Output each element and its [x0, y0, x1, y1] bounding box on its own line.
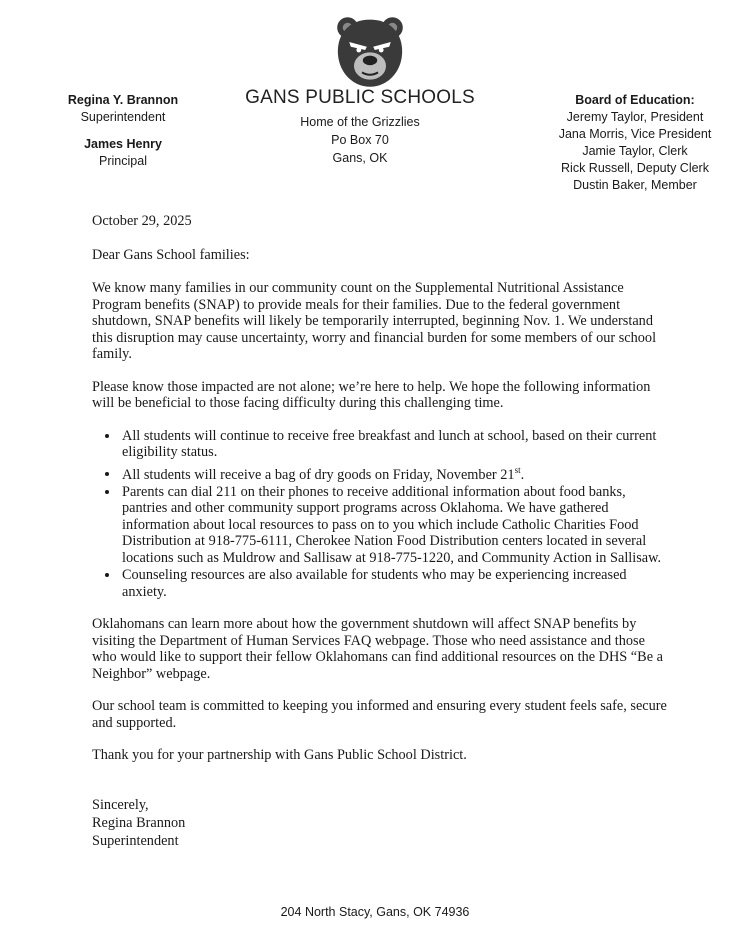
list-item-free-meals: • All students will continue to receive free breakfast and lunch at school, based on their current eligibility status.	[120, 428, 672, 461]
superintendent-title: Superintendent	[80, 110, 166, 124]
board-member: Rick Russell, Deputy Clerk	[561, 161, 709, 175]
po-box: Po Box 70	[331, 133, 389, 147]
letter-greeting: Dear Gans School families:	[92, 246, 250, 263]
board-member: Jamie Taylor, Clerk	[582, 144, 688, 158]
closing-salutation: Sincerely,	[92, 796, 149, 813]
list-item-counseling: • Counseling resources are also available for students who may be experiencing increased anxiety.	[120, 567, 672, 600]
list-item-dial-211: • Parents can dial 211 on their phones to receive additional information about food banks, pantries and other community support programs across Oklahoma. We have gathered information about local resources to pass on to you which include Catholic Charities Food Distribution at 918-775-6111, Cherokee Nation Food Distribution centers located in several locations such as Muldrow and Sallisaw at 918-775-1220, and Community Action in Sallisaw.	[120, 484, 672, 567]
paragraph-snap-interruption: We know many families in our community count on the Supplemental Nutritional Assistance Program benefits (SNAP) to provide meals for their families. Due to the federal government shutdown, SNAP benefits will likely be temporarily interrupted, beginning Nov. 1. We understand this disruption may cause uncertainty, worry and financial burden for some members of our school family.	[92, 280, 657, 362]
paragraph-dhs-info: Oklahomans can learn more about how the government shutdown will affect SNAP benefits by visiting the Department of Human Services FAQ webpage. Those who need assistance and those who would like to support their fellow Oklahomans can find additional resources on the DHS “Be a Neighbor” webpage.	[92, 616, 663, 682]
board-heading: Board of Education:	[575, 93, 695, 107]
board-member: Dustin Baker, Member	[573, 178, 697, 192]
resource-list	[92, 428, 672, 601]
principal-name: James Henry	[84, 137, 162, 151]
letter-closing	[92, 796, 672, 850]
board-member: Jana Morris, Vice President	[558, 127, 712, 141]
city-state: Gans, OK	[332, 151, 388, 165]
principal-title: Principal	[99, 154, 147, 168]
school-info-block	[240, 86, 480, 167]
school-tagline: Home of the Grizzlies	[300, 115, 420, 129]
paragraph-not-alone: Please know those impacted are not alone; we’re here to help. We hope the following information will be beneficial to those facing difficulty during this challenging time.	[92, 378, 651, 411]
signer-name: Regina Brannon	[92, 814, 186, 831]
administration-block	[58, 92, 188, 170]
grizzly-bear-head-icon	[330, 10, 410, 90]
dry-goods-text: All students will receive a bag of dry goods on Friday, November 21	[122, 466, 515, 483]
school-name: GANS PUBLIC SCHOOLS	[245, 87, 475, 108]
paragraph-thank-you: Thank you for your partnership with Gans Public School District.	[92, 747, 467, 764]
footer-address: 204 North Stacy, Gans, OK 74936	[280, 905, 470, 919]
paragraph-commitment: Our school team is committed to keeping you informed and ensuring every student feels safe, secure and supported.	[92, 698, 667, 731]
letter-body	[92, 213, 672, 850]
signer-title: Superintendent	[92, 832, 179, 849]
board-of-education-block	[540, 92, 730, 194]
superintendent-name: Regina Y. Brannon	[67, 93, 179, 107]
ordinal-suffix: st	[514, 464, 521, 475]
list-item-dry-goods: • All students will receive a bag of dry goods on Friday, November 21st.	[120, 462, 672, 483]
board-member: Jeremy Taylor, President	[566, 110, 704, 124]
letter-date: October 29, 2025	[92, 213, 192, 229]
